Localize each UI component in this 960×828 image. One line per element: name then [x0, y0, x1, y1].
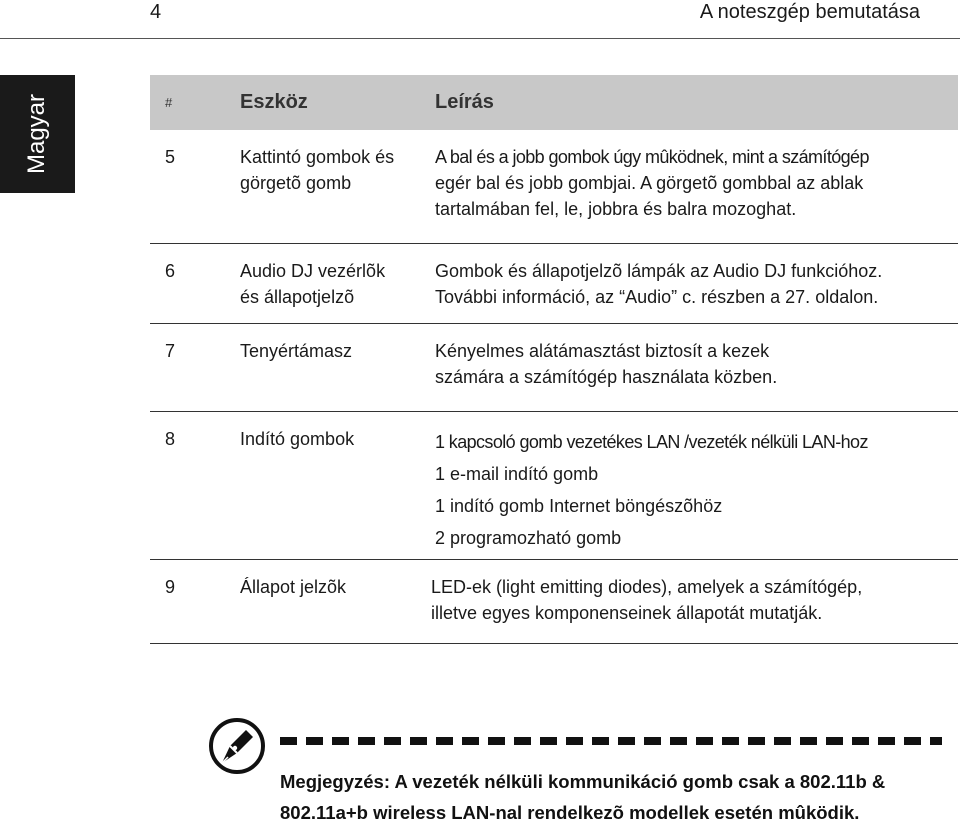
description-line: egér bal és jobb gombjai. A görgetõ gombbal az ablak	[435, 173, 864, 193]
note-dashed-rule	[280, 737, 942, 745]
row-description	[435, 130, 958, 243]
row-number: 5	[165, 147, 176, 167]
description-line: Gombok és állapotjelzõ lámpák az Audio DJ funkcióhoz.	[435, 261, 883, 281]
table-row	[150, 324, 958, 412]
description-line: További információ, az “Audio” c. részben a 27. oldalon.	[435, 287, 879, 307]
table-header	[150, 75, 958, 130]
row-tool	[240, 130, 435, 243]
description-line: Kényelmes alátámasztást biztosít a kezek	[435, 341, 770, 361]
row-description	[435, 324, 958, 411]
row-description	[435, 412, 958, 559]
note-pen-icon	[208, 717, 266, 775]
tool-line: Kattintó gombok és	[240, 147, 395, 167]
description-line: A bal és a jobb gombok úgy mûködnek, mint a számítógép	[435, 147, 869, 167]
row-number: 9	[165, 577, 176, 597]
tool-line: Audio DJ vezérlõk	[240, 261, 386, 281]
tool-line: Tenyértámasz	[240, 341, 353, 361]
description-line: LED-ek (light emitting diodes), amelyek a számítógép,	[431, 577, 863, 597]
description-line: 2 programozható gomb	[435, 528, 622, 548]
note-line: 802.11a+b wireless LAN-nal rendelkezõ modellek esetén mûködik.	[280, 802, 860, 823]
description-line: illetve egyes komponenseinek állapotát mutatják.	[431, 603, 823, 623]
page-number: 4	[150, 1, 162, 23]
row-tool	[240, 412, 435, 559]
tool-line: Állapot jelzõk	[240, 577, 347, 597]
note-line: Megjegyzés: A vezeték nélküli kommunikáció gomb csak a 802.11b &	[280, 771, 886, 792]
description-line: 1 indító gomb Internet böngészõhöz	[435, 496, 723, 516]
table-row	[150, 130, 958, 244]
column-header-description: Leírás	[435, 91, 494, 113]
column-header-number: #	[165, 95, 173, 110]
note-text	[280, 766, 950, 828]
row-tool	[240, 560, 435, 643]
language-tab-label: Magyar	[23, 93, 51, 175]
description-line: 1 kapcsoló gomb vezetékes LAN /vezeték nélküli LAN-hoz	[435, 432, 868, 452]
description-line: 1 e-mail indító gomb	[435, 464, 599, 484]
row-tool	[240, 324, 435, 411]
header-rule	[0, 38, 960, 39]
table-row	[150, 560, 958, 644]
table-row	[150, 412, 958, 560]
component-table	[150, 75, 958, 644]
row-description	[431, 560, 958, 643]
row-tool	[240, 244, 435, 323]
chapter-title: A noteszgép bemutatása	[699, 1, 920, 23]
row-number: 8	[165, 429, 176, 449]
table-row	[150, 244, 958, 324]
tool-line: és állapotjelzõ	[240, 287, 355, 307]
tool-line: Indító gombok	[240, 429, 355, 449]
column-header-tool: Eszköz	[240, 91, 308, 113]
description-line: tartalmában fel, le, jobbra és balra mozoghat.	[435, 199, 797, 219]
tool-line: görgetõ gomb	[240, 173, 352, 193]
row-number: 7	[165, 341, 176, 361]
row-number: 6	[165, 261, 176, 281]
row-description	[435, 244, 958, 323]
description-line: számára a számítógép használata közben.	[435, 367, 778, 387]
language-side-tab	[0, 75, 75, 193]
